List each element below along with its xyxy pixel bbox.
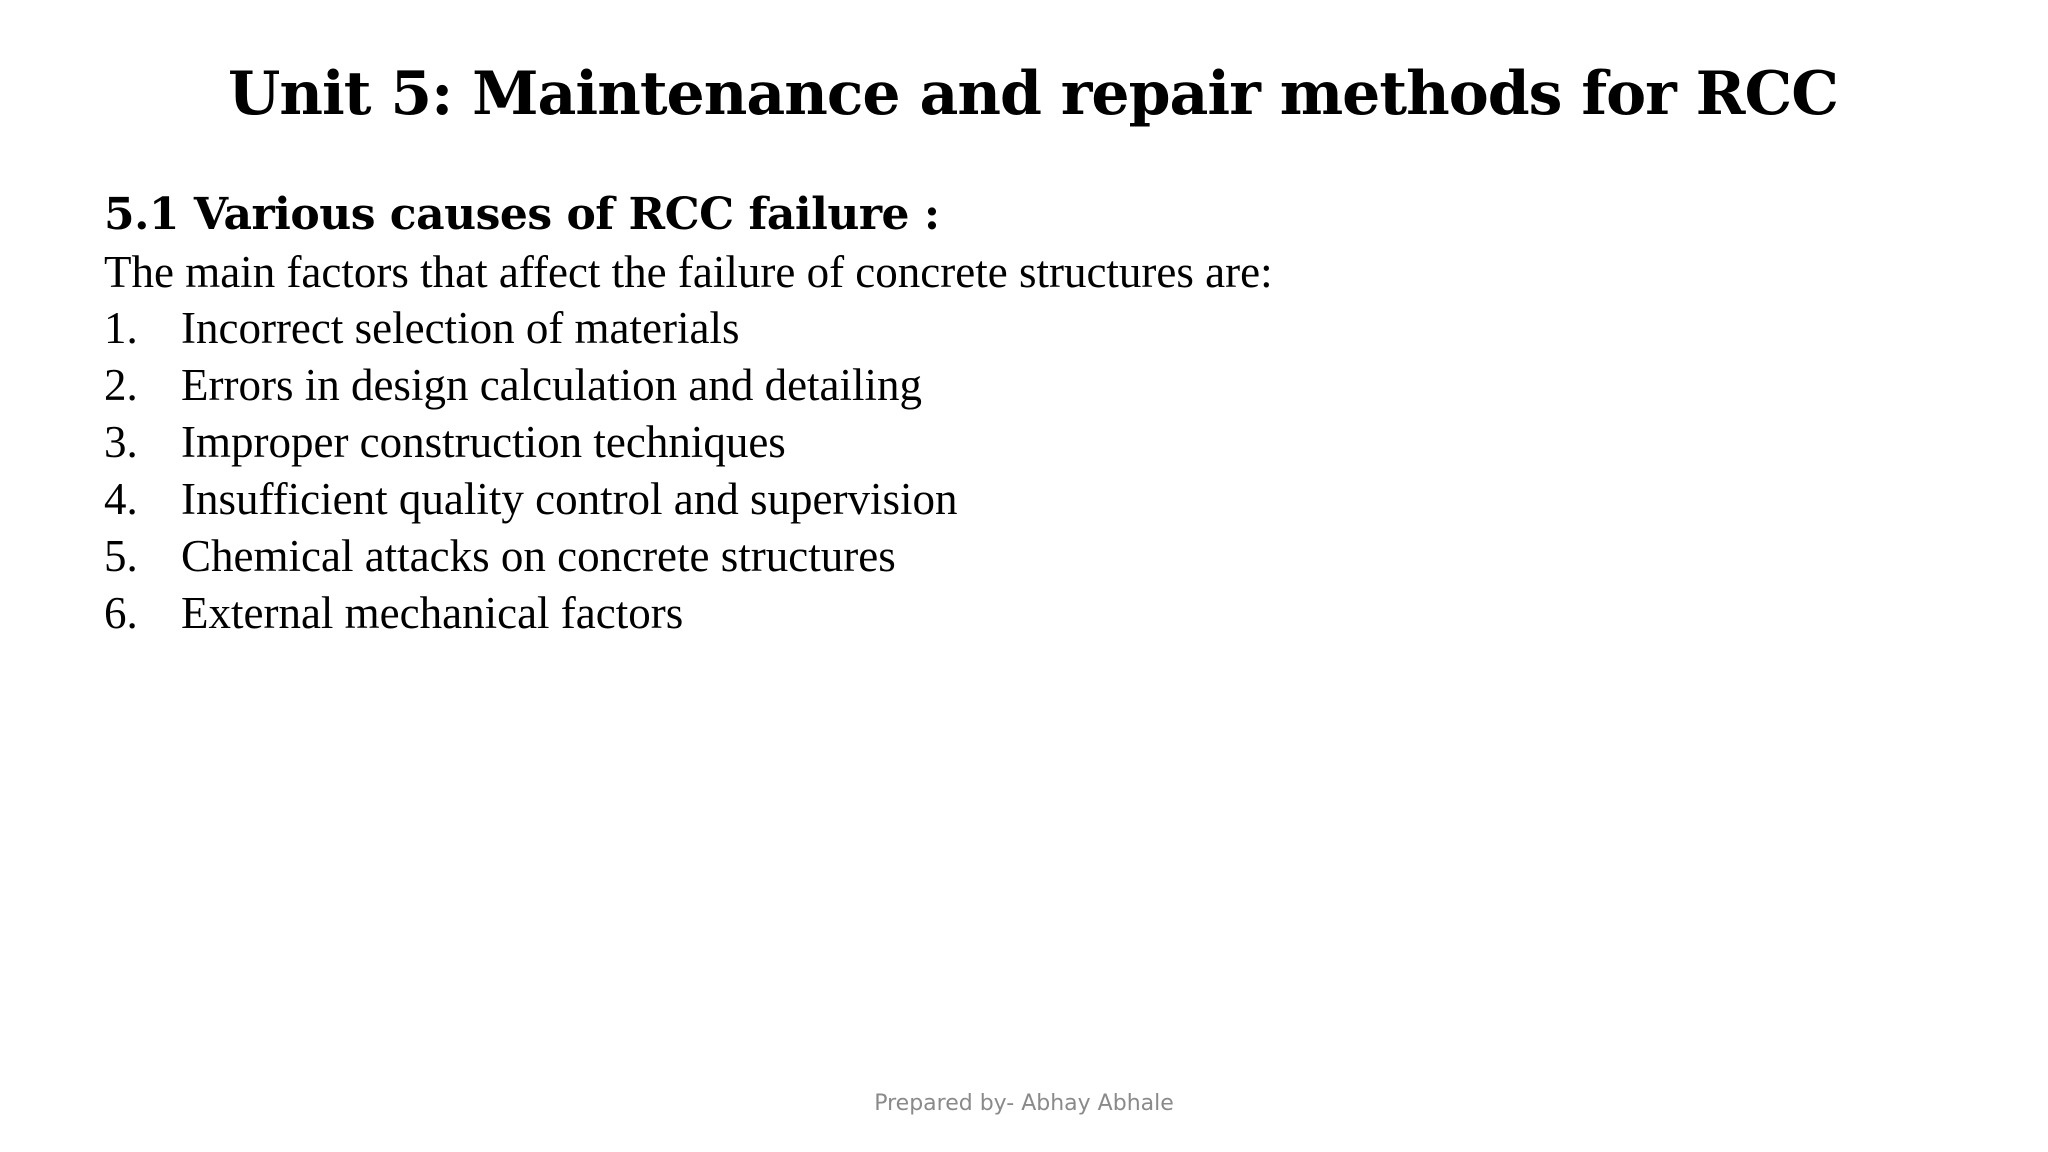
slide-title: Unit 5: Maintenance and repair methods for RCC (228, 59, 1839, 129)
list-item-number: 6. (104, 588, 138, 638)
list-item-number: 5. (104, 531, 138, 581)
list-item (104, 414, 1904, 471)
list-item-number: 1. (104, 303, 138, 353)
list-item-text: Improper construction techniques (181, 417, 786, 467)
list-item (104, 300, 1904, 357)
list-item (104, 471, 1904, 528)
slide-content (104, 186, 1904, 642)
list-item-text: External mechanical factors (181, 588, 684, 638)
list-item-text: Insufficient quality control and supervision (181, 474, 958, 524)
list-item (104, 585, 1904, 642)
list-item-text: Chemical attacks on concrete structures (181, 531, 896, 581)
list-item-text: Errors in design calculation and detailing (181, 360, 923, 410)
section-heading: 5.1 Various causes of RCC failure : (104, 189, 940, 240)
list-item-number: 3. (104, 417, 138, 467)
list-item (104, 357, 1904, 414)
footer-author: Prepared by- Abhay Abhale (874, 1091, 1174, 1116)
list-item (104, 528, 1904, 585)
list-item-number: 2. (104, 360, 138, 410)
intro-text: The main factors that affect the failure of concrete structures are: (104, 247, 1273, 297)
causes-list (104, 300, 1904, 642)
list-item-text: Incorrect selection of materials (181, 303, 740, 353)
list-item-number: 4. (104, 474, 138, 524)
